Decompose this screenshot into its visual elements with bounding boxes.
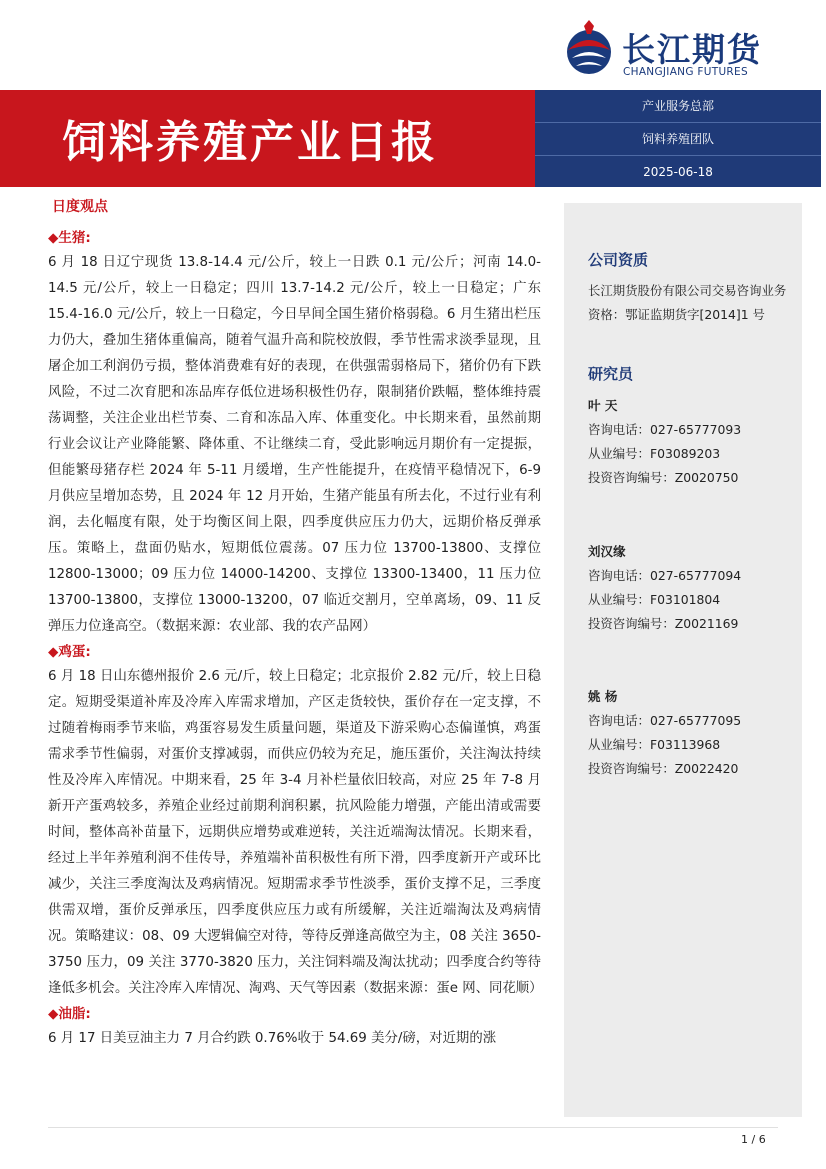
report-title: 饲料养殖产业日报 <box>62 117 438 168</box>
researcher-card <box>588 540 798 636</box>
company-qualification-text: 长江期货股份有限公司交易咨询业务资格：鄂证监期货字[2014]1 号 <box>588 283 787 322</box>
researcher-card <box>588 685 798 781</box>
researcher-phone: 咨询电话：027-65777093 <box>588 422 742 437</box>
report-date: 2025-06-18 <box>643 165 713 179</box>
researcher-consult-id: 投资咨询编号：Z0020750 <box>588 470 739 485</box>
team-label: 饲料养殖团队 <box>535 123 821 156</box>
researcher-name: 刘汉缘 <box>588 544 626 559</box>
topic-text-egg: 6 月 18 日山东德州报价 2.6 元/斤，较上日稳定；北京报价 2.82 元/斤，较上日稳定。短期受渠道补库及冷库入库需求增加，产区走货较快，蛋价存在一定支撑，不过随着梅雨季节来临，鸡蛋容易发生质量问题，渠道及下游采购心态偏谨慎，鸡蛋需求季节性偏弱，对蛋价支撑减弱，而供应仍较为充足，施压蛋价，关注淘汰持续性及冷库入库情况。中期来看，25 年 3-4 月补栏量依旧较高，对应 25 年 7-8 月新开产蛋鸡较多，养殖企业经过前期利润积累，抗风险能力增强，产能出清或需要时间，整体高补苗量下，远期供应增势或难逆转，关注近端淘汰情况。长期来看，经过上半年养殖利润不佳传导，养殖端补苗积极性有所下滑，四季度新开产或环比减少，关注三季度淘汰及鸡病情况。短期需求季节性淡季，蛋价支撑不足，三季度供需双增，蛋价反弹承压，四季度供应压力或有所缓解，关注近端淘汰及鸡病情况。策略建议：08、09 大逻辑偏空对待，等待反弹逢高做空为主，08 关注 3650-3750 压力，09 关注 3770-3820 压力，关注饲料端及淘汰扰动；四季度合约等待逢低多机会。关注冷库入库情况、淘鸡、天气等因素（数据来源：蛋e 网、同花顺） <box>48 669 543 996</box>
researcher-consult-id: 投资咨询编号：Z0021169 <box>588 616 739 631</box>
topic-text-hog: 6 月 18 日辽宁现货 13.8-14.4 元/公斤，较上一日跌 0.1 元/公斤；河南 14.0-14.5 元/公斤，较上一日稳定；四川 13.7-14.2 元/公斤，较上一日稳定；广东 15.4-16.0 元/公斤，较上一日稳定，今日早间全国生猪价格弱稳。6 月生猪出栏压力仍大，叠加生猪体重偏高，随着气温升高和院校放假，季节性需求淡季显现，且屠企加工利润仍亏损，整体消费难有好的表现，在供强需弱格局下，猪价仍有下跌风险，不过二次育肥和冻品库存低位进场积极性仍存，限制猪价跌幅，整体维持震荡调整，关注企业出栏节奏、二育和冻品入库、体重变化。中长期来看，虽然前期行业会议让产业降能繁、降体重、不让继续二育，受此影响远月期价有一定提振，但能繁母猪存栏 2024 年 5-11 月缓增，生产性能提升，在疫情平稳情况下，6-9 月供应呈增加态势，且 2024 年 12 月开始，生猪产能虽有所去化，不过行业有利润，去化幅度有限，处于均衡区间上限，四季度供应压力仍大，远期价格反弹承压。策略上，盘面仍贴水，短期低位震荡。07 压力位 13700-13800、支撑位 12800-13000；09 压力位 14000-14200、支撑位 13300-13400，11 压力位 13700-13800，支撑位 13000-13200，07 临近交割月，空单离场，09、11 反弹压力位逢高空。（数据来源：农业部、我的农产品网） <box>48 255 541 634</box>
page-number: 1 / 6 <box>741 1133 766 1146</box>
main-content <box>48 226 541 1052</box>
topic-text-oil: 6 月 17 日美豆油主力 7 月合约跌 0.76%收于 54.69 美分/磅，对近期的涨 <box>48 1031 497 1046</box>
company-logo <box>560 20 790 82</box>
researcher-name: 姚 杨 <box>588 689 618 704</box>
topic-label-egg: ◆鸡蛋: <box>48 644 91 660</box>
researcher-name: 叶 天 <box>588 398 618 413</box>
researcher-license: 从业编号：F03101804 <box>588 592 721 607</box>
researcher-license: 从业编号：F03089203 <box>588 446 721 461</box>
researcher-phone: 咨询电话：027-65777095 <box>588 713 742 728</box>
topic-label-hog: ◆生猪: <box>48 230 91 246</box>
researcher-phone: 咨询电话：027-65777094 <box>588 568 742 583</box>
researcher-license: 从业编号：F03113968 <box>588 737 721 752</box>
logo-english-name: CHANGJIANG FUTURES <box>623 66 748 78</box>
department-label: 产业服务总部 <box>535 90 821 123</box>
logo-chinese-name: 长江期货 <box>622 30 762 69</box>
researcher-section-title: 研究员 <box>588 365 634 383</box>
topic-label-oil: ◆油脂: <box>48 1006 91 1022</box>
company-qualification-title: 公司资质 <box>588 251 649 269</box>
footer-divider <box>48 1127 778 1128</box>
sidebar-panel <box>564 203 802 1117</box>
section-title: 日度观点 <box>52 199 108 215</box>
researcher-card <box>588 394 798 490</box>
title-banner <box>0 90 535 187</box>
report-info-box <box>535 90 821 187</box>
researcher-consult-id: 投资咨询编号：Z0022420 <box>588 761 739 776</box>
logo-mark-icon <box>560 20 618 78</box>
